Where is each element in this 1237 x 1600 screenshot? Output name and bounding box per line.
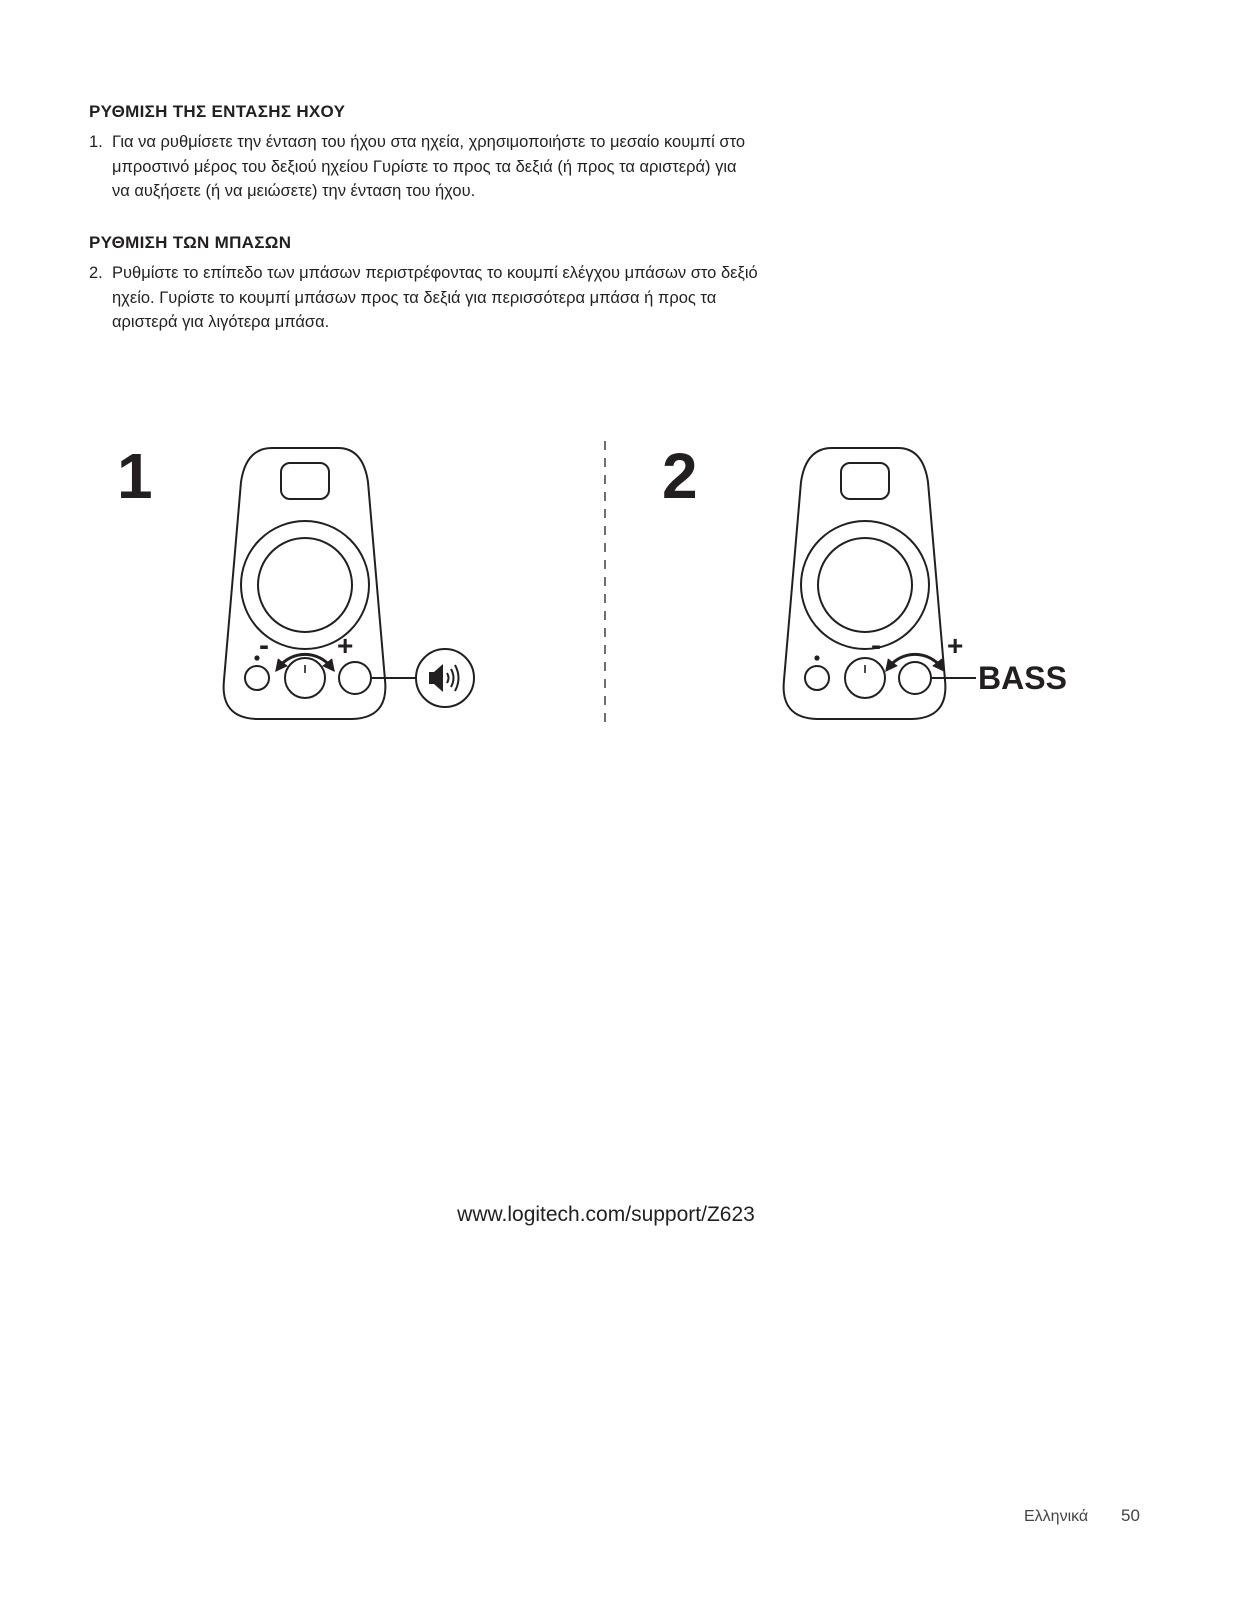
step-2-body: Ρυθμίστε το επίπεδο των μπάσων περιστρέφοντας το κουμπί ελέγχου μπάσων στο δεξιό ηχείο. Γυρίστε το κουμπί μπάσων προς τα δεξιά για περισσότερα μπάσα ή προς τα αριστερά για λιγότερα μπάσα. <box>112 264 758 331</box>
step-1-body: Για να ρυθμίσετε την ένταση του ήχου στα ηχεία, χρησιμοποιήστε το μεσαίο κουμπί στο μπροστινό μέρος του δεξιού ηχείου Γυρίστε το προς τα δεξιά (ή προς τα αριστερά) για να αυξήσετε (ή να μειώσετε) την ένταση του ήχου. <box>112 133 746 200</box>
bass-knob <box>899 662 931 694</box>
power-knob <box>805 666 829 690</box>
support-url[interactable]: www.logitech.com/support/Z623 <box>457 1203 755 1226</box>
speaker-body <box>224 448 386 719</box>
speaker-body <box>784 448 946 719</box>
speaker-driver-inner <box>258 538 352 632</box>
section-heading-bass: ΡΥΘΜΙΣΗ ΤΩΝ ΜΠΑΣΩΝ <box>89 233 292 252</box>
volume-plus-label: + <box>337 630 354 661</box>
speaker-top-port <box>281 463 329 499</box>
callout-circle <box>416 649 474 707</box>
figure-1-number: 1 <box>117 440 153 512</box>
footer-page-number: 50 <box>1121 1506 1140 1525</box>
volume-knob <box>845 658 885 698</box>
figure-2-number: 2 <box>662 440 698 512</box>
speaker-illustration-2 <box>784 448 976 719</box>
footer-language: Ελληνικά <box>1024 1508 1089 1525</box>
power-indicator-dot <box>815 656 818 659</box>
bass-knob <box>339 662 371 694</box>
volume-knob <box>285 658 325 698</box>
rotation-arrow <box>889 654 941 667</box>
bass-minus-label: - <box>871 629 881 662</box>
volume-minus-label: - <box>259 629 269 662</box>
section-heading-volume: ΡΥΘΜΙΣΗ ΤΗΣ ΕΝΤΑΣΗΣ ΗΧΟΥ <box>89 102 346 121</box>
speaker-driver-inner <box>818 538 912 632</box>
speaker-volume-icon <box>429 664 459 692</box>
step-2-number: 2. <box>89 264 103 282</box>
bass-plus-label: + <box>947 630 964 661</box>
speaker-top-port <box>841 463 889 499</box>
power-knob <box>245 666 269 690</box>
bass-label: BASS <box>978 660 1067 696</box>
speaker-driver-outer <box>801 521 929 649</box>
step-1-number: 1. <box>89 133 103 151</box>
